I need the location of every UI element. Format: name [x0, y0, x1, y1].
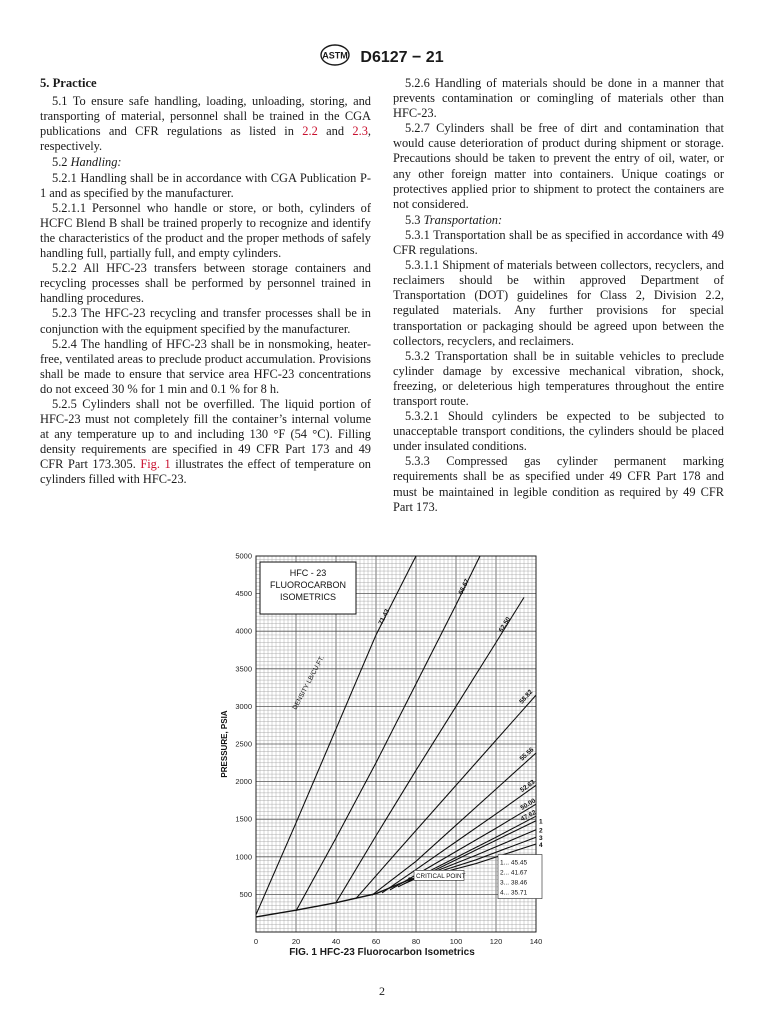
page-header: [0, 44, 764, 71]
density-label: DENSITY LB/CU.FT.: [291, 654, 326, 712]
series-label: 58.82: [518, 688, 535, 706]
x-tick-label: 60: [371, 937, 381, 946]
ref-link-2-2[interactable]: 2.2: [302, 124, 318, 139]
svg-text:ASTM: ASTM: [322, 50, 349, 61]
x-tick-label: 0: [253, 937, 259, 946]
paragraph-5-2-4: 5.2.4 The handling of HFC-23 shall be in nonsmoking, heater-free, ventilated areas to preclude product accumulation. Provisions shall be made to ensure that service area HFC-23 concentrations do not exceed 30 % for 1 min and 0.1 % for 8 h.: [40, 336, 371, 396]
x-tick-label: 120: [489, 937, 503, 946]
series-label: 55.56: [518, 746, 536, 763]
y-tick-label: 1500: [235, 814, 252, 824]
isometrics-chart: [212, 548, 552, 968]
paragraph-5-2-2: 5.2.2 All HFC-23 transfers between storage containers and recycling processes shall be performed by personnel trained in handling procedures.: [40, 261, 371, 306]
legend-entry: 4... 35.71: [500, 889, 528, 897]
chart-title-line: ISOMETRICS: [279, 592, 337, 603]
series-label: 62.50: [497, 616, 513, 634]
section-heading: 5. Practice: [40, 76, 97, 90]
paragraph-5-2-1: 5.2.1 Handling shall be in accordance with CGA Publication P-1 and as specified by the manufacturer.: [40, 170, 371, 200]
left-column: [40, 76, 371, 488]
page-number: 2: [379, 984, 385, 998]
paragraph-5-3-2-1: 5.3.2.1 Should cylinders be expected to be subjected to unacceptable transport conditions, the cylinders should be placed under insulated conditions.: [393, 409, 724, 454]
paragraph-5-2: 5.2 Handling:: [52, 155, 122, 170]
paragraph-5-2-1-1: 5.2.1.1 Personnel who handle or store, or both, cylinders of HCFC Blend B shall be trained properly to recognize and identify the characteristics of the product and the proper methods of safely handling full, partially full, and empty cylinders.: [40, 200, 371, 261]
paragraph-5-2-6: 5.2.6 Handling of materials should be done in a manner that prevents contamination or comingling of materials other than HFC-23.: [393, 76, 724, 121]
chart-title-line: HFC - 23: [289, 568, 327, 579]
y-tick-label: 3000: [235, 701, 252, 711]
x-tick-label: 40: [331, 937, 341, 946]
paragraph-5-2-5: 5.2.5 Cylinders shall not be overfilled. The liquid portion of HFC-23 must not completely fill the container’s internal volume at any temperature up to and including 130 °F (54 °C). Filling density requirements are specified in 49 CFR Part 173 and 49 CFR Part 173.305. Fig. 1 illustrates the effect of temperature on cylinders filled with HFC-23.: [40, 396, 372, 487]
x-tick-label: 100: [449, 937, 463, 946]
y-tick-label: 4500: [235, 589, 252, 599]
standard-code: D6127 − 21: [360, 48, 444, 66]
paragraph-5-2-3: 5.2.3 The HFC-23 recycling and transfer processes shall be in conjunction with the equipment specified by the manufacturer.: [40, 306, 371, 336]
legend-entry: 1... 45.45: [500, 859, 528, 867]
series-label: 3: [539, 835, 543, 843]
y-tick-label: 4000: [235, 626, 252, 636]
paragraph-5-2-7: 5.2.7 Cylinders shall be free of dirt and contamination that would cause deterioration of product during shipment or storage. Precautions should be taken to prevent the entry of oil, water, or any other foreign matter into containers. Unique coatings or protectives applied prior to shipment to protect the containers are not considered.: [393, 121, 724, 211]
x-tick-label: 80: [411, 937, 421, 946]
y-tick-label: 2000: [235, 777, 252, 787]
paragraph-5-3-1-1: 5.3.1.1 Shipment of materials between collectors, recyclers, and reclaimers should be within approved Department of Transportation (DOT) guidelines for Class 2, Division 2.2, regulated materials. Any further provisions for special transportation or packaging should be agreed upon between the collectors, recyclers, and reclaimers.: [393, 258, 724, 348]
series-label: 52.63: [519, 778, 537, 794]
right-column: [393, 76, 724, 515]
critical-point-label: CRITICAL POINT: [416, 872, 466, 880]
chart-title-line: FLUOROCARBON: [269, 580, 347, 591]
y-axis-label: PRESSURE, PSIA: [220, 710, 229, 778]
series-label: 4: [539, 842, 543, 850]
figure-caption: FIG. 1 HFC-23 Fluorocarbon Isometrics: [289, 947, 475, 958]
legend-entry: 3... 38.46: [500, 879, 528, 887]
y-tick-label: 5000: [235, 551, 252, 561]
critical-point-marker: [408, 877, 412, 881]
series-label: 2: [539, 827, 543, 835]
chart-svg: [212, 548, 552, 948]
astm-logo-icon: [320, 44, 350, 71]
y-tick-label: 500: [239, 889, 252, 899]
x-tick-label: 140: [529, 937, 543, 946]
series-label: 50.00: [519, 797, 537, 812]
paragraph-5-3-2: 5.3.2 Transportation shall be in suitable vehicles to preclude cylinder damage by excessive mechanical vibration, shock, freezing, or deleterious high temperatures throughout the entire transport route.: [393, 348, 724, 408]
y-tick-label: 2500: [235, 739, 252, 749]
ref-link-2-3[interactable]: 2.3: [352, 124, 368, 139]
x-tick-label: 20: [291, 937, 301, 946]
y-tick-label: 1000: [235, 852, 252, 862]
series-label: 1: [539, 818, 543, 826]
paragraph-5-1: 5.1 To ensure safe handling, loading, unloading, storing, and transporting of material, personnel shall be trained in the CGA publications and CFR regulations as listed in 2.2 and 2.3, respectively.: [40, 94, 372, 154]
paragraph-5-3-1: 5.3.1 Transportation shall be as specified in accordance with 49 CFR regulations.: [393, 227, 724, 258]
fig-1-link[interactable]: Fig. 1: [140, 457, 171, 472]
series-label: 71.43: [377, 608, 392, 626]
series-label: 66.67: [457, 578, 471, 596]
paragraph-5-3-3: 5.3.3 Compressed gas cylinder permanent marking requirements shall be as specified under 49 CFR Part 178 and must be maintained in legible condition as required by 49 CFR Part 173.: [393, 454, 724, 514]
y-tick-label: 3500: [235, 664, 252, 674]
paragraph-5-3: 5.3 Transportation:: [405, 212, 503, 227]
series-label: 47.62: [519, 809, 538, 823]
legend-entry: 2... 41.67: [500, 869, 528, 877]
